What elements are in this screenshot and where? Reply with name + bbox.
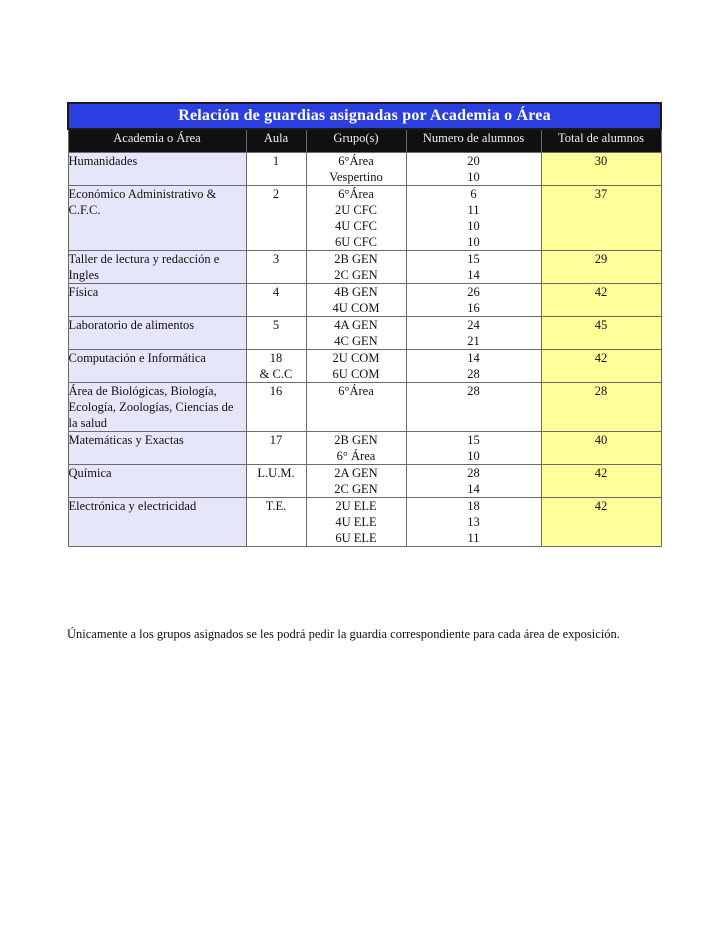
- table-row: [68, 284, 661, 317]
- cell-alumnos: [406, 465, 541, 498]
- table-row: [68, 465, 661, 498]
- cell-alumnos-line: 26: [467, 285, 480, 299]
- cell-grupos-line: 2U ELE: [335, 499, 377, 513]
- cell-alumnos-line: 15: [467, 252, 480, 266]
- cell-aula: [246, 465, 306, 498]
- header-grupos: Grupo(s): [306, 129, 406, 153]
- table-title-cell: [68, 103, 661, 129]
- cell-grupos: [306, 350, 406, 383]
- cell-grupos-line: 2B GEN: [334, 433, 378, 447]
- cell-alumnos-line: 16: [467, 301, 480, 315]
- cell-alumnos-line: 14: [467, 351, 480, 365]
- cell-alumnos-line: 18: [467, 499, 480, 513]
- cell-alumnos-line: 21: [467, 334, 480, 348]
- cell-total: 30: [541, 153, 661, 186]
- cell-alumnos-line: 28: [467, 384, 480, 398]
- cell-alumnos: [406, 350, 541, 383]
- cell-alumnos: [406, 383, 541, 432]
- cell-aula-line: 3: [272, 252, 280, 266]
- header-alumnos: Numero de alumnos: [406, 129, 541, 153]
- cell-total: 42: [541, 284, 661, 317]
- cell-alumnos: [406, 498, 541, 547]
- cell-total: 28: [541, 383, 661, 432]
- cell-area: Química: [68, 465, 246, 498]
- cell-aula: [246, 284, 306, 317]
- cell-alumnos-line: 13: [467, 515, 480, 529]
- cell-aula-line: 2: [272, 187, 280, 201]
- cell-grupos-line: 4B GEN: [334, 285, 378, 299]
- cell-grupos: [306, 284, 406, 317]
- cell-aula: [246, 432, 306, 465]
- cell-total: 42: [541, 465, 661, 498]
- table-row: [68, 383, 661, 432]
- cell-alumnos-line: 10: [467, 170, 480, 184]
- cell-aula-line: T.E.: [265, 499, 287, 513]
- cell-total: 29: [541, 251, 661, 284]
- cell-aula-line: 16: [269, 384, 283, 398]
- cell-grupos-line: 4U COM: [332, 301, 380, 315]
- cell-grupos-line: 6°Área: [338, 384, 374, 398]
- cell-area: Laboratorio de alimentos: [68, 317, 246, 350]
- cell-alumnos-line: 14: [467, 268, 480, 282]
- cell-grupos: [306, 465, 406, 498]
- cell-total: 45: [541, 317, 661, 350]
- cell-alumnos: [406, 186, 541, 251]
- cell-grupos-line: 6U COM: [332, 367, 380, 381]
- cell-alumnos-line: 10: [467, 449, 480, 463]
- cell-alumnos-line: 24: [467, 318, 480, 332]
- cell-grupos-line: Vespertino: [329, 170, 383, 184]
- cell-aula: [246, 251, 306, 284]
- cell-alumnos-line: 28: [467, 466, 480, 480]
- cell-grupos-line: 4A GEN: [334, 318, 378, 332]
- cell-total: 40: [541, 432, 661, 465]
- cell-total: 42: [541, 498, 661, 547]
- cell-alumnos: [406, 432, 541, 465]
- cell-area: Humanidades: [68, 153, 246, 186]
- cell-grupos: [306, 317, 406, 350]
- cell-grupos-line: 6U CFC: [334, 235, 378, 249]
- cell-grupos-line: 6U ELE: [335, 531, 377, 545]
- cell-grupos: [306, 498, 406, 547]
- table-header-row: [68, 129, 661, 153]
- cell-aula-line: 4: [272, 285, 280, 299]
- table-row: [68, 498, 661, 547]
- cell-grupos: [306, 251, 406, 284]
- table-row: [68, 153, 661, 186]
- cell-alumnos: [406, 284, 541, 317]
- cell-grupos-line: 4U CFC: [334, 219, 378, 233]
- cell-grupos-line: 2U CFC: [334, 203, 378, 217]
- cell-aula-line: 5: [272, 318, 280, 332]
- cell-alumnos: [406, 251, 541, 284]
- cell-alumnos-line: 11: [467, 203, 480, 217]
- cell-area: Económico Administrativo & C.F.C.: [68, 186, 246, 251]
- cell-alumnos-line: 10: [467, 219, 480, 233]
- header-aula: Aula: [246, 129, 306, 153]
- cell-grupos: [306, 432, 406, 465]
- cell-alumnos-line: 11: [467, 531, 480, 545]
- header-area: Academia o Área: [68, 129, 246, 153]
- cell-aula: [246, 153, 306, 186]
- cell-area: Matemáticas y Exactas: [68, 432, 246, 465]
- table-row: [68, 186, 661, 251]
- cell-total: 42: [541, 350, 661, 383]
- cell-grupos-line: 4C GEN: [334, 334, 378, 348]
- cell-alumnos-line: 20: [467, 154, 480, 168]
- cell-aula: [246, 350, 306, 383]
- cell-aula: [246, 186, 306, 251]
- footnote: Únicamente a los grupos asignados se les podrá pedir la guardia correspondiente para cada área de exposición.: [67, 627, 620, 641]
- guardias-table: [67, 102, 662, 547]
- header-total: Total de alumnos: [541, 129, 661, 153]
- cell-alumnos-line: 6: [470, 187, 477, 201]
- cell-area: Computación e Informática: [68, 350, 246, 383]
- cell-aula-line: L.U.M.: [257, 466, 295, 480]
- table-body: [68, 153, 661, 547]
- cell-alumnos-line: 10: [467, 235, 480, 249]
- cell-grupos-line: 2C GEN: [334, 482, 378, 496]
- table-title: Relación de guardias asignadas por Academia o Área: [178, 107, 551, 124]
- cell-total: 37: [541, 186, 661, 251]
- cell-aula: [246, 383, 306, 432]
- cell-grupos: [306, 383, 406, 432]
- cell-alumnos-line: 28: [467, 367, 480, 381]
- table-row: [68, 350, 661, 383]
- cell-grupos-line: 2U COM: [332, 351, 380, 365]
- cell-grupos: [306, 186, 406, 251]
- cell-area: Área de Biológicas, Biología, Ecología, Zoologías, Ciencias de la salud: [68, 383, 246, 432]
- cell-aula-line: & C.C: [259, 367, 293, 381]
- cell-area: Física: [68, 284, 246, 317]
- cell-area: Taller de lectura y redacción e Ingles: [68, 251, 246, 284]
- cell-aula-line: 1: [272, 154, 280, 168]
- cell-aula: [246, 317, 306, 350]
- cell-grupos-line: 6°Área: [338, 187, 374, 201]
- cell-aula-line: 18: [269, 351, 283, 365]
- cell-grupos: [306, 153, 406, 186]
- cell-alumnos: [406, 153, 541, 186]
- cell-aula: [246, 498, 306, 547]
- cell-grupos-line: 6° Área: [336, 449, 376, 463]
- cell-alumnos: [406, 317, 541, 350]
- cell-area: Electrónica y electricidad: [68, 498, 246, 547]
- cell-grupos-line: 2C GEN: [334, 268, 378, 282]
- table-row: [68, 317, 661, 350]
- cell-aula-line: 17: [269, 433, 283, 447]
- cell-alumnos-line: 15: [467, 433, 480, 447]
- cell-grupos-line: 4U ELE: [335, 515, 377, 529]
- cell-grupos-line: 6°Área: [338, 154, 374, 168]
- table-row: [68, 432, 661, 465]
- cell-alumnos-line: 14: [467, 482, 480, 496]
- cell-grupos-line: 2A GEN: [334, 466, 378, 480]
- cell-grupos-line: 2B GEN: [334, 252, 378, 266]
- table-row: [68, 251, 661, 284]
